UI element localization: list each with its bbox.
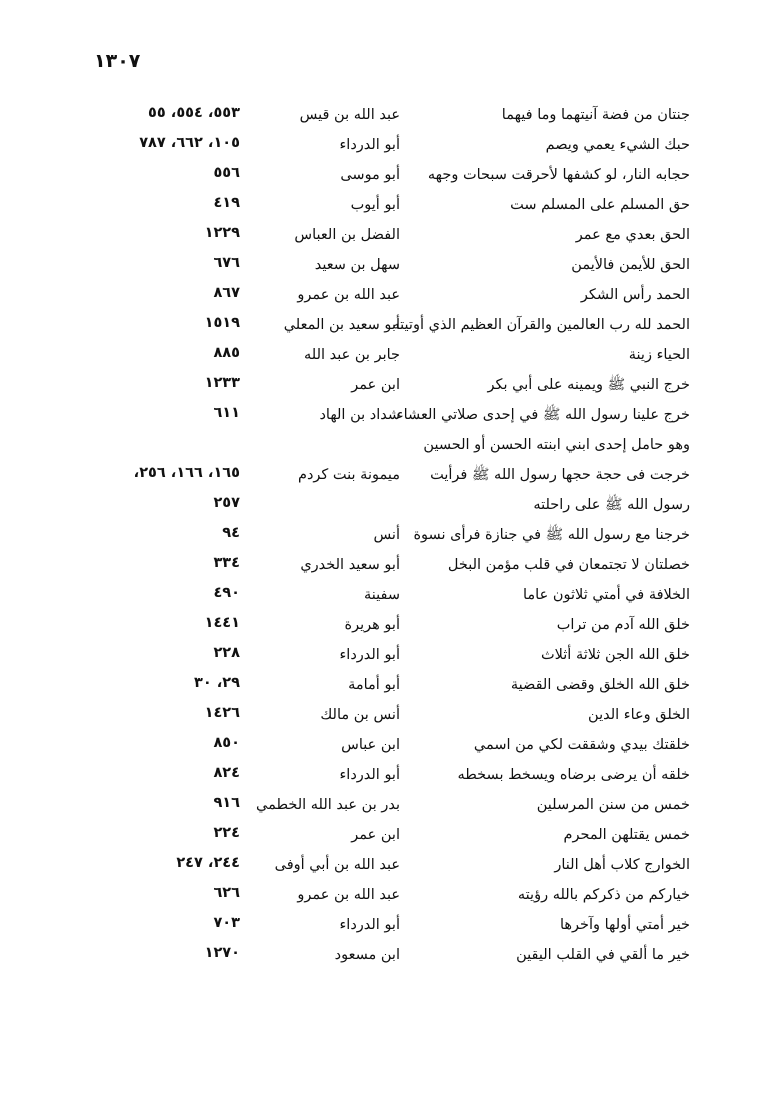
page-references: ٧٠٣	[213, 915, 240, 931]
page-references: ١٢٣٣	[204, 375, 240, 391]
index-row	[110, 400, 690, 430]
hadith-text: الخوارج كلاب أهل النار	[554, 857, 690, 873]
index-row	[110, 250, 690, 280]
hadith-text: حجابه النار، لو كشفها لأحرقت سبحات وجهه	[427, 167, 690, 183]
page-references: ٦٢٦	[213, 885, 240, 901]
index-row	[110, 100, 690, 130]
narrator-name: أبو أيوب	[350, 197, 400, 213]
narrator-name: أبو الدرداء	[339, 647, 400, 663]
narrator-name: ابن عمر	[351, 827, 400, 843]
index-row	[110, 910, 690, 940]
hadith-text: الخلافة في أمتي ثلاثون عاما	[523, 587, 690, 603]
hadith-text: خير أمتي أولها وآخرها	[559, 917, 690, 933]
page-references: ١٢٧٠	[204, 945, 240, 961]
narrator-name: سفينة	[363, 587, 400, 603]
hadith-text: جنتان من فضة آنيتهما وما فيهما	[501, 107, 690, 123]
index-row	[110, 370, 690, 400]
index-row	[110, 340, 690, 370]
narrator-name: عبد الله بن أبي أوفى	[274, 857, 400, 873]
narrator-name: ابن عمر	[351, 377, 400, 393]
hadith-text: خرج علينا رسول الله ﷺ في إحدى صلاتي العشاء	[396, 407, 690, 423]
page-references: ٢٤٤، ٢٤٧	[176, 855, 240, 871]
narrator-name: ابن عباس	[341, 737, 400, 753]
index-row	[110, 190, 690, 220]
narrator-name: أبو موسى	[340, 167, 400, 183]
index-row	[110, 130, 690, 160]
page-references: ١٢٢٩	[204, 225, 240, 241]
narrator-name: ميمونة بنت كردم	[297, 467, 400, 483]
hadith-text: حق المسلم على المسلم ست	[510, 197, 690, 213]
page-references: ١٥١٩	[204, 315, 240, 331]
index-row	[110, 790, 690, 820]
hadith-text: الحق بعدي مع عمر	[575, 227, 690, 243]
narrator-name: أبو سعيد بن المعلي	[283, 317, 400, 333]
narrator-name: سهل بن سعيد	[314, 257, 400, 273]
hadith-text: الخلق وعاء الدين	[588, 707, 690, 723]
index-row	[110, 160, 690, 190]
hadith-index-table	[110, 100, 690, 970]
hadith-text: خلقه أن يرضى برضاه ويسخط بسخطه	[457, 767, 690, 783]
hadith-text: خياركم من ذكركم بالله رؤيته	[517, 887, 690, 903]
narrator-name: شداد بن الهاد	[319, 407, 400, 423]
index-row	[110, 880, 690, 910]
page-references: ١٤٤١	[204, 615, 240, 631]
page-references: ١٤٢٦	[204, 705, 240, 721]
index-row	[110, 670, 690, 700]
narrator-name: عبد الله بن عمرو	[297, 887, 400, 903]
index-row	[110, 520, 690, 550]
hadith-text: الحياء زينة	[628, 347, 690, 363]
narrator-name: بدر بن عبد الله الخطمي	[256, 797, 400, 813]
page-references: ٢٩، ٣٠	[194, 675, 240, 691]
hadith-text: رسول الله ﷺ على راحلته	[533, 497, 690, 513]
narrator-name: أبو سعيد الخدري	[300, 557, 400, 573]
page-number: ١٣٠٧	[94, 50, 141, 72]
hadith-text: حبك الشيء يعمي ويصم	[545, 137, 690, 153]
hadith-text: خلق الله الجن ثلاثة أثلاث	[540, 647, 690, 663]
hadith-text: خير ما ألقي في القلب اليقين	[516, 947, 690, 963]
hadith-text: خمس يقتلهن المحرم	[563, 827, 690, 843]
index-row	[110, 640, 690, 670]
index-row	[110, 460, 690, 490]
hadith-text: وهو حامل إحدى ابني ابنته الحسن أو الحسين	[423, 437, 690, 453]
index-row	[110, 490, 690, 520]
page-references: ٥٥٣، ٥٥٤، ٥٥	[148, 105, 240, 121]
index-row	[110, 820, 690, 850]
narrator-name: أبو الدرداء	[339, 137, 400, 153]
hadith-text: خلق الله الخلق وقضى القضية	[510, 677, 690, 693]
page-references: ٨٥٠	[213, 735, 240, 751]
hadith-text: الحمد لله رب العالمين والقرآن العظيم الذي أوتيته	[392, 317, 690, 333]
page-references: ٤٩٠	[213, 585, 240, 601]
narrator-name: أنس بن مالك	[320, 707, 400, 723]
index-row	[110, 700, 690, 730]
page-references: ٩٤	[222, 525, 240, 541]
narrator-name: أبو الدرداء	[339, 767, 400, 783]
narrator-name: عبد الله بن قيس	[299, 107, 400, 123]
index-row	[110, 610, 690, 640]
hadith-text: خلقتك بيدي وشققت لكي من اسمي	[473, 737, 690, 753]
narrator-name: جابر بن عبد الله	[304, 347, 400, 363]
index-row	[110, 550, 690, 580]
page-references: ٥٥٦	[213, 165, 240, 181]
page-references: ١٠٥، ٦٦٢، ٧٨٧	[139, 135, 240, 151]
page-references: ٨٨٥	[213, 345, 240, 361]
page-references: ٣٣٤	[213, 555, 240, 571]
hadith-text: خلق الله آدم من تراب	[556, 617, 690, 633]
page-references: ٢٢٤	[213, 825, 240, 841]
index-row	[110, 850, 690, 880]
page-references: ٦١١	[213, 405, 240, 421]
index-row	[110, 580, 690, 610]
hadith-text: خرج النبي ﷺ ويمينه على أبي بكر	[487, 377, 690, 393]
narrator-name: أبو أمامة	[348, 677, 400, 693]
index-row	[110, 760, 690, 790]
page-references: ٨٢٤	[213, 765, 240, 781]
index-row	[110, 430, 690, 460]
page-references: ٤١٩	[213, 195, 240, 211]
narrator-name: أبو الدرداء	[339, 917, 400, 933]
index-row	[110, 310, 690, 340]
index-row	[110, 940, 690, 970]
page-references: ١٦٥، ١٦٦، ٢٥٦،	[133, 465, 240, 481]
narrator-name: أنس	[373, 527, 400, 543]
index-row	[110, 280, 690, 310]
hadith-text: خرجنا مع رسول الله ﷺ في جنازة فرأى نسوة	[413, 527, 690, 543]
narrator-name: أبو هريرة	[344, 617, 400, 633]
index-row	[110, 730, 690, 760]
narrator-name: عبد الله بن عمرو	[297, 287, 400, 303]
hadith-text: الحق للأيمن فالأيمن	[571, 257, 690, 273]
hadith-text: الحمد رأس الشكر	[580, 287, 690, 303]
index-row	[110, 220, 690, 250]
narrator-name: ابن مسعود	[334, 947, 400, 963]
page-references: ٩١٦	[213, 795, 240, 811]
hadith-text: خرجت فى حجة حجها رسول الله ﷺ فرأيت	[430, 467, 690, 483]
hadith-text: خمس من سنن المرسلين	[536, 797, 690, 813]
page-references: ٢٢٨	[213, 645, 240, 661]
narrator-name: الفضل بن العباس	[294, 227, 400, 243]
page-references: ٨٦٧	[213, 285, 240, 301]
page-references: ٢٥٧	[213, 495, 240, 511]
hadith-text: خصلتان لا تجتمعان في قلب مؤمن البخل	[447, 557, 690, 573]
page-references: ٦٧٦	[213, 255, 240, 271]
